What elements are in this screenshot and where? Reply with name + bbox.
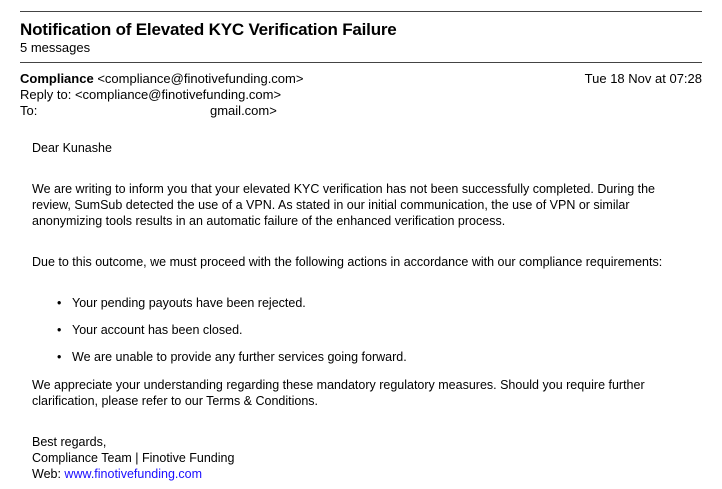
web-label: Web:: [32, 467, 65, 481]
list-item: [32, 322, 407, 349]
list-item-text: We are unable to provide any further services going forward.: [72, 350, 407, 364]
greeting: Dear Kunashe: [32, 141, 112, 155]
to-label: To:: [20, 103, 38, 118]
bullet-icon: •: [57, 296, 62, 310]
list-item-text: Your account has been closed.: [72, 323, 243, 337]
top-divider: [20, 11, 702, 12]
to-row: [20, 103, 702, 119]
bullet-icon: •: [57, 323, 62, 337]
signoff: Best regards,: [32, 435, 107, 449]
from-row: [20, 71, 702, 87]
sender-name[interactable]: Compliance: [20, 71, 94, 86]
bullet-icon: •: [57, 350, 62, 364]
list-item: [32, 349, 407, 376]
sender-email[interactable]: <compliance@finotivefunding.com>: [97, 71, 304, 86]
message-header: [20, 71, 702, 119]
paragraph-closing: We appreciate your understanding regarding these mandatory regulatory measures. Should you require further clarification, please refer to our Terms & Conditions.: [32, 378, 645, 408]
signature-block: [32, 434, 234, 482]
message-count: 5 messages: [20, 40, 91, 55]
paragraph-actions-intro: Due to this outcome, we must proceed with the following actions in accordance with our compliance requirements:: [32, 255, 663, 269]
list-item-text: Your pending payouts have been rejected.: [72, 296, 306, 310]
message-date: Tue 18 Nov at 07:28: [584, 71, 702, 86]
signature: Compliance Team | Finotive Funding: [32, 451, 235, 465]
reply-to-row: [20, 87, 702, 103]
reply-to-value[interactable]: <compliance@finotivefunding.com>: [74, 87, 282, 102]
to-value[interactable]: gmail.com>: [210, 103, 277, 118]
thread-subject: Notification of Elevated KYC Verification Failure: [20, 20, 397, 39]
paragraph-verification-failure: We are writing to inform you that your elevated KYC verification has not been successfully completed. During the review, SumSub detected the use of a VPN. As stated in our initial communication, the use of VPN or similar anonymizing tools results in an automatic failure of the enhanced verification process.: [32, 182, 655, 228]
actions-list: [32, 295, 407, 376]
web-line: [32, 466, 234, 482]
header-divider: [20, 62, 702, 63]
website-link[interactable]: www.finotivefunding.com: [64, 467, 202, 481]
list-item: [32, 295, 407, 322]
reply-to-label: Reply to:: [20, 87, 72, 102]
